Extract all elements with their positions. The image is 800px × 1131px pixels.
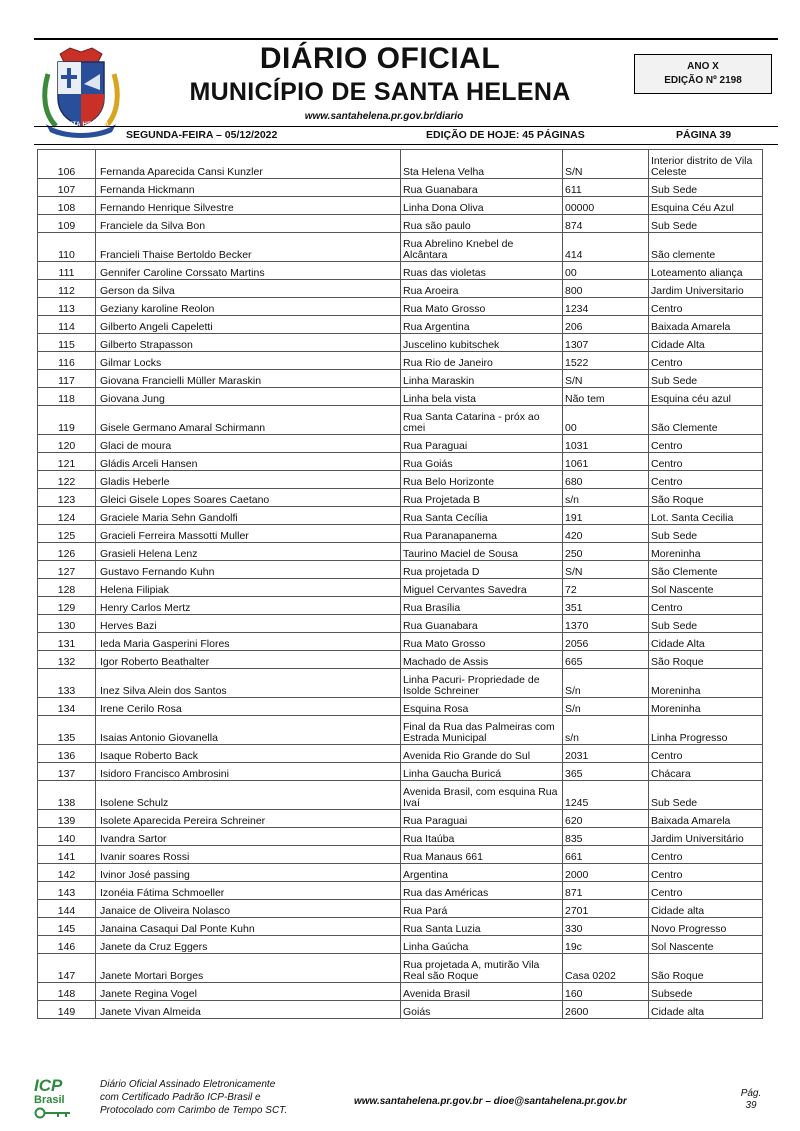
district-cell: Moreninha — [649, 698, 763, 716]
district-cell: Subsede — [649, 983, 763, 1001]
person-name-cell: Janaice de Oliveira Nolasco — [96, 900, 401, 918]
address-cell: Linha Gaúcha — [401, 936, 563, 954]
house-number-cell: 1522 — [563, 352, 649, 370]
person-name-cell: Gleici Gisele Lopes Soares Caetano — [96, 489, 401, 507]
table-row — [38, 525, 763, 543]
address-cell: Rua Projetada B — [401, 489, 563, 507]
district-cell: Lot. Santa Cecilia — [649, 507, 763, 525]
row-number-cell: 137 — [38, 763, 96, 781]
table-row — [38, 864, 763, 882]
person-name-cell: Gilberto Strapasson — [96, 334, 401, 352]
house-number-cell: Não tem — [563, 388, 649, 406]
person-name-cell: Grasieli Helena Lenz — [96, 543, 401, 561]
person-name-cell: Fernando Henrique Silvestre — [96, 197, 401, 215]
address-cell: Rua Belo Horizonte — [401, 471, 563, 489]
house-number-cell: S/n — [563, 669, 649, 698]
person-name-cell: Fernanda Hickmann — [96, 179, 401, 197]
district-cell: Centro — [649, 864, 763, 882]
address-cell: Ruas das violetas — [401, 262, 563, 280]
address-cell: Sta Helena Velha — [401, 150, 563, 179]
table-row — [38, 388, 763, 406]
footer-page-label: Pág. — [740, 1088, 762, 1099]
person-name-cell: Igor Roberto Beathalter — [96, 651, 401, 669]
person-name-cell: Gladis Heberle — [96, 471, 401, 489]
address-cell: Rua Aroeira — [401, 280, 563, 298]
house-number-cell: 2056 — [563, 633, 649, 651]
house-number-cell: 1031 — [563, 435, 649, 453]
cert-line-3: Protocolado com Carimbo de Tempo SCT. — [100, 1105, 288, 1116]
address-cell: Rua Abrelino Knebel de Alcântara — [401, 233, 563, 262]
house-number-cell: 365 — [563, 763, 649, 781]
address-cell: Rua projetada D — [401, 561, 563, 579]
row-number-cell: 142 — [38, 864, 96, 882]
district-cell: Centro — [649, 298, 763, 316]
row-number-cell: 133 — [38, 669, 96, 698]
person-name-cell: Gládis Arceli Hansen — [96, 453, 401, 471]
district-cell: Esquina céu azul — [649, 388, 763, 406]
row-number-cell: 132 — [38, 651, 96, 669]
table-row — [38, 882, 763, 900]
footer-page-indicator — [734, 1088, 768, 1112]
row-number-cell: 138 — [38, 781, 96, 810]
person-name-cell: Inez Silva Alein dos Santos — [96, 669, 401, 698]
address-cell: Esquina Rosa — [401, 698, 563, 716]
table-row — [38, 846, 763, 864]
address-cell: Linha bela vista — [401, 388, 563, 406]
row-number-cell: 115 — [38, 334, 96, 352]
house-number-cell: 206 — [563, 316, 649, 334]
row-number-cell: 135 — [38, 716, 96, 745]
house-number-cell: 191 — [563, 507, 649, 525]
district-cell: Esquina Céu Azul — [649, 197, 763, 215]
page-footer — [34, 1072, 778, 1122]
house-number-cell: 2000 — [563, 864, 649, 882]
address-cell: Rua Paraguai — [401, 810, 563, 828]
table-row — [38, 471, 763, 489]
icp-brasil-logo — [34, 1078, 86, 1122]
row-number-cell: 106 — [38, 150, 96, 179]
row-number-cell: 134 — [38, 698, 96, 716]
district-cell: Baixada Amarela — [649, 810, 763, 828]
row-number-cell: 128 — [38, 579, 96, 597]
house-number-cell: 1234 — [563, 298, 649, 316]
registry-table — [37, 149, 763, 1019]
row-number-cell: 130 — [38, 615, 96, 633]
address-cell: Rua Guanabara — [401, 615, 563, 633]
table-row — [38, 316, 763, 334]
table-row — [38, 651, 763, 669]
address-cell: Rua Paraguai — [401, 435, 563, 453]
person-name-cell: Irene Cerilo Rosa — [96, 698, 401, 716]
row-number-cell: 147 — [38, 954, 96, 983]
row-number-cell: 119 — [38, 406, 96, 435]
address-cell: Final da Rua das Palmeiras com Estrada Municipal — [401, 716, 563, 745]
district-cell: São Roque — [649, 954, 763, 983]
address-cell: Goiás — [401, 1001, 563, 1019]
table-row — [38, 197, 763, 215]
person-name-cell: Francieli Thaise Bertoldo Becker — [96, 233, 401, 262]
address-cell: Rua Rio de Janeiro — [401, 352, 563, 370]
district-cell: Moreninha — [649, 543, 763, 561]
row-number-cell: 124 — [38, 507, 96, 525]
house-number-cell: 800 — [563, 280, 649, 298]
address-cell: Rua Santa Catarina - próx ao cmei — [401, 406, 563, 435]
table-row — [38, 900, 763, 918]
house-number-cell: 19c — [563, 936, 649, 954]
row-number-cell: 143 — [38, 882, 96, 900]
person-name-cell: Herves Bazi — [96, 615, 401, 633]
person-name-cell: Graciele Maria Sehn Gandolfi — [96, 507, 401, 525]
person-name-cell: Glaci de moura — [96, 435, 401, 453]
house-number-cell: 00 — [563, 406, 649, 435]
district-cell: São Clemente — [649, 406, 763, 435]
row-number-cell: 114 — [38, 316, 96, 334]
district-cell: São Clemente — [649, 561, 763, 579]
house-number-cell: S/N — [563, 561, 649, 579]
edition-box — [634, 54, 772, 94]
house-number-cell: 2600 — [563, 1001, 649, 1019]
district-cell: Sol Nascente — [649, 579, 763, 597]
row-number-cell: 139 — [38, 810, 96, 828]
person-name-cell: Janete Vivan Almeida — [96, 1001, 401, 1019]
edition-page-count: EDIÇÃO DE HOJE: 45 PÁGINAS — [426, 129, 585, 141]
municipality-title: MUNICÍPIO DE SANTA HELENA — [189, 78, 571, 106]
address-cell: Rua Santa Luzia — [401, 918, 563, 936]
table-row — [38, 334, 763, 352]
person-name-cell: Janaina Casaqui Dal Ponte Kuhn — [96, 918, 401, 936]
district-cell: Cidade alta — [649, 900, 763, 918]
address-cell: Linha Dona Oliva — [401, 197, 563, 215]
address-cell: Linha Gaucha Buricá — [401, 763, 563, 781]
district-cell: Linha Progresso — [649, 716, 763, 745]
address-cell: Avenida Brasil, com esquina Rua Ivaí — [401, 781, 563, 810]
row-number-cell: 122 — [38, 471, 96, 489]
person-name-cell: Gennifer Caroline Corssato Martins — [96, 262, 401, 280]
table-row — [38, 453, 763, 471]
house-number-cell: 665 — [563, 651, 649, 669]
address-cell: Rua são paulo — [401, 215, 563, 233]
person-name-cell: Ivanir soares Rossi — [96, 846, 401, 864]
person-name-cell: Isidoro Francisco Ambrosini — [96, 763, 401, 781]
row-number-cell: 123 — [38, 489, 96, 507]
person-name-cell: Gilberto Angeli Capeletti — [96, 316, 401, 334]
district-cell: Loteamento aliança — [649, 262, 763, 280]
page-header — [34, 38, 778, 146]
district-cell: Centro — [649, 846, 763, 864]
table-row — [38, 936, 763, 954]
person-name-cell: Gustavo Fernando Kuhn — [96, 561, 401, 579]
person-name-cell: Izonéia Fátima Schmoeller — [96, 882, 401, 900]
row-number-cell: 144 — [38, 900, 96, 918]
cert-line-2: com Certificado Padrão ICP-Brasil e — [100, 1092, 261, 1103]
row-number-cell: 136 — [38, 745, 96, 763]
person-name-cell: Isaque Roberto Back — [96, 745, 401, 763]
row-number-cell: 116 — [38, 352, 96, 370]
row-number-cell: 107 — [38, 179, 96, 197]
person-name-cell: Isolene Schulz — [96, 781, 401, 810]
table-row — [38, 233, 763, 262]
address-cell: Rua Paranapanema — [401, 525, 563, 543]
row-number-cell: 131 — [38, 633, 96, 651]
district-cell: Baixada Amarela — [649, 316, 763, 334]
address-cell: Linha Maraskin — [401, 370, 563, 388]
row-number-cell: 120 — [38, 435, 96, 453]
district-cell: Novo Progresso — [649, 918, 763, 936]
table-row — [38, 669, 763, 698]
district-cell: São clemente — [649, 233, 763, 262]
person-name-cell: Geziany karoline Reolon — [96, 298, 401, 316]
person-name-cell: Helena Filipiak — [96, 579, 401, 597]
row-number-cell: 112 — [38, 280, 96, 298]
house-number-cell: 680 — [563, 471, 649, 489]
address-cell: Rua Mato Grosso — [401, 633, 563, 651]
address-cell: Machado de Assis — [401, 651, 563, 669]
district-cell: Cidade alta — [649, 1001, 763, 1019]
table-row — [38, 370, 763, 388]
district-cell: Centro — [649, 745, 763, 763]
table-row — [38, 179, 763, 197]
table-row — [38, 1001, 763, 1019]
table-row — [38, 579, 763, 597]
table-row — [38, 489, 763, 507]
table-row — [38, 918, 763, 936]
address-cell: Taurino Maciel de Sousa — [401, 543, 563, 561]
district-cell: São Roque — [649, 489, 763, 507]
table-row — [38, 716, 763, 745]
house-number-cell: Casa 0202 — [563, 954, 649, 983]
person-name-cell: Janete da Cruz Eggers — [96, 936, 401, 954]
address-cell: Rua projetada A, mutirão Vila Real são Roque — [401, 954, 563, 983]
district-cell: Centro — [649, 882, 763, 900]
row-number-cell: 145 — [38, 918, 96, 936]
edition-number: EDIÇÃO Nº 2198 — [664, 75, 742, 86]
district-cell: Chácara — [649, 763, 763, 781]
person-name-cell: Giovana Jung — [96, 388, 401, 406]
address-cell: Rua Goiás — [401, 453, 563, 471]
table-row — [38, 352, 763, 370]
house-number-cell: 1307 — [563, 334, 649, 352]
person-name-cell: Janete Mortari Borges — [96, 954, 401, 983]
row-number-cell: 140 — [38, 828, 96, 846]
district-cell: Sub Sede — [649, 615, 763, 633]
house-number-cell: 2031 — [563, 745, 649, 763]
address-cell: Rua Manaus 661 — [401, 846, 563, 864]
district-cell: Moreninha — [649, 669, 763, 698]
table-row — [38, 810, 763, 828]
footer-contact-links[interactable]: www.santahelena.pr.gov.br – dioe@santahelena.pr.gov.br — [354, 1096, 627, 1107]
district-cell: Sub Sede — [649, 370, 763, 388]
table-row — [38, 215, 763, 233]
page-number: PÁGINA 39 — [676, 129, 732, 141]
person-name-cell: Fernanda Aparecida Cansi Kunzler — [96, 150, 401, 179]
address-cell: Linha Pacuri- Propriedade de Isolde Schreiner — [401, 669, 563, 698]
address-cell: Rua Santa Cecília — [401, 507, 563, 525]
table-row — [38, 561, 763, 579]
table-row — [38, 406, 763, 435]
table-row — [38, 745, 763, 763]
table-row — [38, 954, 763, 983]
row-number-cell: 149 — [38, 1001, 96, 1019]
district-cell: Sub Sede — [649, 179, 763, 197]
house-number-cell: 620 — [563, 810, 649, 828]
publication-date: SEGUNDA-FEIRA – 05/12/2022 — [126, 129, 278, 141]
house-number-cell: 874 — [563, 215, 649, 233]
person-name-cell: Gracieli Ferreira Massotti Muller — [96, 525, 401, 543]
address-cell: Rua das Américas — [401, 882, 563, 900]
table-row — [38, 983, 763, 1001]
person-name-cell: Ieda Maria Gasperini Flores — [96, 633, 401, 651]
district-cell: Sub Sede — [649, 781, 763, 810]
district-cell: Cidade Alta — [649, 334, 763, 352]
table-row — [38, 615, 763, 633]
address-cell: Rua Pará — [401, 900, 563, 918]
cert-line-1: Diário Oficial Assinado Eletronicamente — [100, 1079, 276, 1090]
address-cell: Rua Guanabara — [401, 179, 563, 197]
house-number-cell: 160 — [563, 983, 649, 1001]
person-name-cell: Janete Regina Vogel — [96, 983, 401, 1001]
table-row — [38, 781, 763, 810]
table-row — [38, 698, 763, 716]
house-number-cell: S/N — [563, 150, 649, 179]
house-number-cell: s/n — [563, 716, 649, 745]
house-number-cell: 414 — [563, 233, 649, 262]
person-name-cell: Ivandra Sartor — [96, 828, 401, 846]
district-cell: Jardim Universitário — [649, 828, 763, 846]
person-name-cell: Gisele Germano Amaral Schirmann — [96, 406, 401, 435]
person-name-cell: Gerson da Silva — [96, 280, 401, 298]
table-row — [38, 828, 763, 846]
row-number-cell: 146 — [38, 936, 96, 954]
house-number-cell: s/n — [563, 489, 649, 507]
address-cell: Rua Brasília — [401, 597, 563, 615]
address-cell: Miguel Cervantes Savedra — [401, 579, 563, 597]
table-row — [38, 262, 763, 280]
row-number-cell: 129 — [38, 597, 96, 615]
crest-label: SANTA HELENA — [59, 122, 109, 128]
person-name-cell: Ivinor José passing — [96, 864, 401, 882]
table-row — [38, 280, 763, 298]
house-number-cell: 1370 — [563, 615, 649, 633]
address-cell: Rua Argentina — [401, 316, 563, 334]
table-row — [38, 633, 763, 651]
house-number-cell: 250 — [563, 543, 649, 561]
table-row — [38, 435, 763, 453]
row-number-cell: 125 — [38, 525, 96, 543]
house-number-cell: S/n — [563, 698, 649, 716]
house-number-cell: 611 — [563, 179, 649, 197]
key-icon — [34, 1107, 74, 1119]
row-number-cell: 110 — [38, 233, 96, 262]
district-cell: Sol Nascente — [649, 936, 763, 954]
edition-year: ANO X — [687, 61, 719, 72]
house-number-cell: 1061 — [563, 453, 649, 471]
district-cell: Centro — [649, 453, 763, 471]
district-cell: Centro — [649, 435, 763, 453]
address-cell: Argentina — [401, 864, 563, 882]
person-name-cell: Isaias Antonio Giovanella — [96, 716, 401, 745]
house-number-cell: 351 — [563, 597, 649, 615]
address-cell: Juscelino kubitschek — [401, 334, 563, 352]
row-number-cell: 141 — [38, 846, 96, 864]
house-number-cell: 72 — [563, 579, 649, 597]
row-number-cell: 113 — [38, 298, 96, 316]
subheader-bar — [34, 126, 778, 145]
table-row — [38, 597, 763, 615]
row-number-cell: 111 — [38, 262, 96, 280]
publication-title: DIÁRIO OFICIAL — [259, 42, 501, 75]
person-name-cell: Gilmar Locks — [96, 352, 401, 370]
footer-page-number: 39 — [745, 1100, 757, 1111]
table-row — [38, 507, 763, 525]
person-name-cell: Henry Carlos Mertz — [96, 597, 401, 615]
table-row — [38, 763, 763, 781]
district-cell: Centro — [649, 471, 763, 489]
district-cell: Sub Sede — [649, 215, 763, 233]
table-row — [38, 150, 763, 179]
district-cell: São Roque — [649, 651, 763, 669]
website-link[interactable]: www.santahelena.pr.gov.br/diario — [304, 111, 464, 122]
house-number-cell: 420 — [563, 525, 649, 543]
person-name-cell: Giovana Francielli Müller Maraskin — [96, 370, 401, 388]
district-cell: Jardim Universitario — [649, 280, 763, 298]
house-number-cell: 00000 — [563, 197, 649, 215]
icp-logo-top: ICP — [34, 1076, 63, 1095]
table-row — [38, 298, 763, 316]
table-row — [38, 543, 763, 561]
house-number-cell: S/N — [563, 370, 649, 388]
house-number-cell: 2701 — [563, 900, 649, 918]
house-number-cell: 871 — [563, 882, 649, 900]
row-number-cell: 118 — [38, 388, 96, 406]
house-number-cell: 835 — [563, 828, 649, 846]
row-number-cell: 127 — [38, 561, 96, 579]
person-name-cell: Isolete Aparecida Pereira Schreiner — [96, 810, 401, 828]
district-cell: Centro — [649, 597, 763, 615]
house-number-cell: 661 — [563, 846, 649, 864]
district-cell: Centro — [649, 352, 763, 370]
house-number-cell: 330 — [563, 918, 649, 936]
row-number-cell: 126 — [38, 543, 96, 561]
district-cell: Sub Sede — [649, 525, 763, 543]
row-number-cell: 109 — [38, 215, 96, 233]
icp-logo-bottom: Brasil — [34, 1094, 65, 1106]
house-number-cell: 00 — [563, 262, 649, 280]
district-cell: Interior distrito de Vila Celeste — [649, 150, 763, 179]
row-number-cell: 108 — [38, 197, 96, 215]
address-cell: Rua Mato Grosso — [401, 298, 563, 316]
person-name-cell: Franciele da Silva Bon — [96, 215, 401, 233]
certification-note — [100, 1078, 350, 1117]
address-cell: Avenida Brasil — [401, 983, 563, 1001]
row-number-cell: 117 — [38, 370, 96, 388]
address-cell: Avenida Rio Grande do Sul — [401, 745, 563, 763]
address-cell: Rua Itaúba — [401, 828, 563, 846]
registry-table-body — [38, 150, 763, 1019]
row-number-cell: 148 — [38, 983, 96, 1001]
district-cell: Cidade Alta — [649, 633, 763, 651]
row-number-cell: 121 — [38, 453, 96, 471]
house-number-cell: 1245 — [563, 781, 649, 810]
